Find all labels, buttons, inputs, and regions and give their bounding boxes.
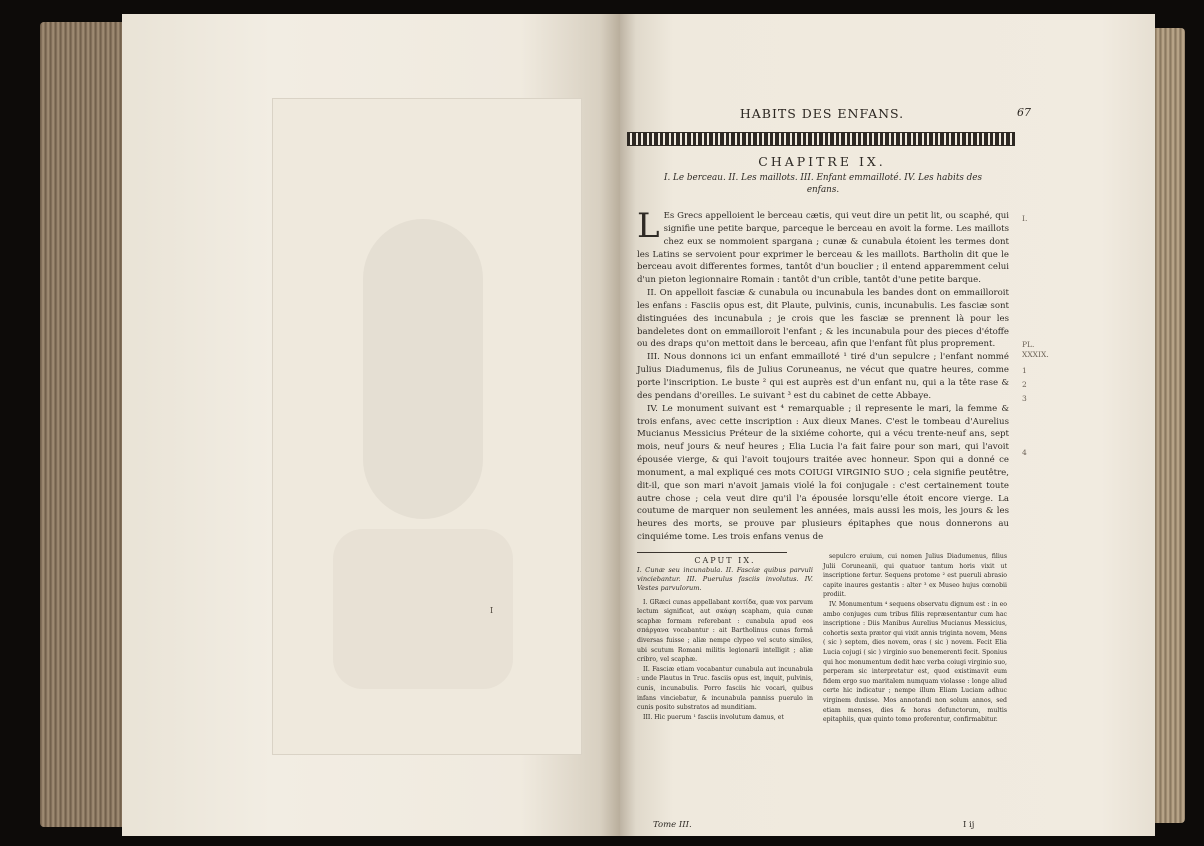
divider-rule — [637, 552, 787, 553]
latin-caput: CAPUT IX. — [694, 556, 756, 565]
margin-note: 2 — [1022, 380, 1027, 389]
running-head: HABITS DES ENFANS. — [739, 106, 905, 121]
plate-figure-ghost — [363, 219, 483, 519]
book-spread — [40, 14, 1185, 836]
latin-column-right — [823, 552, 1007, 725]
margin-note: XXXIX. — [1022, 350, 1049, 359]
page-edges-right — [1155, 28, 1185, 823]
paragraph: III. Hic puerum ¹ fasciis involutum damus, et — [643, 713, 784, 721]
chapter-summary: I. Le berceau. II. Les maillots. III. Enfant emmailloté. IV. Les habits des enfans. — [663, 173, 983, 195]
drop-cap: L — [637, 206, 660, 246]
page-number: 67 — [1017, 106, 1031, 119]
paragraph: I. GRæci cunas appellabant κοιτίδα, quæ vox parvum lectum significat, aut σκάφη scapham, quia cunæ scaphæ formam referebant : cunabula apud eos σπάργανα vocabantur : ait Bartholinus cunas formâ diversas fuisse ; aliæ nempe clypeo vel scuto similes, ubi scutum Romani militis legionarii intelligit ; aliæ cribro, vel scaphæ. — [637, 598, 813, 664]
margin-note: 1 — [1022, 366, 1027, 375]
left-page — [122, 14, 620, 836]
signature-mark: I ij — [963, 820, 975, 830]
margin-note: PL. — [1022, 340, 1035, 349]
paragraph: II. Fasciæ etiam vocabantur cunabula aut incunabula : unde Plautus in Truc. fasciis opus est, inquit, pulvinis, cunis, incunabulis. Porro fasciis hic vocari, quibus infans vinciebatur, & incunabula panniss puerulo in cunis posito substratos ad munditiam. — [637, 665, 813, 712]
margin-note: I. — [1022, 214, 1028, 223]
chapter-title: CHAPITRE IX. — [758, 154, 886, 169]
volume-label: Tome III. — [653, 820, 692, 830]
plate-mark: I — [490, 606, 494, 615]
margin-note: 3 — [1022, 394, 1027, 403]
paragraph: III. Nous donnons ici un enfant emmailloté ¹ tiré d'un sepulcre ; l'enfant nommé Julius Diadumenus, fils de Julius Coruneanus, ne vécut que quatre heures, comme porte l'inscription. Le buste ² qui est auprès est d'un enfant nu, qui a la tête rase & des pendans d'oreilles. Le suivant ³ est du cabinet de cette Abbaye. — [637, 352, 1009, 401]
plate-figure-ghost — [333, 529, 513, 689]
latin-summary: I. Cunæ seu incunabula. II. Fasciæ quibus parvuli vinciebantur. III. Puerulus fasciis involutus. IV. Vestes parvulorum. — [637, 565, 813, 592]
paragraph: IV. Monumentum ⁴ sequens observatu dignum est : in eo ambo conjuges cum tribus filiis repræsentantur cum hac inscriptione : Diis Manibus Aurelius Mucianus Messicius, cohortis sexta prætor qui vixit annis triginta novem, Mens ( sic ) septem, dies novem, oras ( sic ) novem. Fecit Elia Lucia cojugi ( sic ) virginio suo benemerenti fecit. Sponius qui hoc monumentum dedit hæc verba coiugi virginio suo, perperam sic interpretatur est, quod existimavit eum fidem ergo suo maritalem numquam violasse : longe aliud certe hic indicatur ; nempe illum Eliam Luciam adhuc virginem duxisse. Mos annotandi non solum annos, sed etiam menses, dies & horas defunctorum, multis epitaphiis, quæ quinto tomo proferentur, confirmabitur. — [823, 600, 1007, 724]
faded-plate-illustration — [272, 98, 582, 755]
paragraph: II. On appelloit fasciæ & cunabula ou incunabula les bandes dont on emmailloroit les enfans : Fasciis opus est, dit Plaute, pulvinis, cunis, incunabulis. Les fasciæ sont distinguées des incunabula ; je crois que les fasciæ se prennent là pour les bandeletes dont on emmailloroit l'enfant ; & les incunabula pour des pieces d'étoffe ou des draps qu'on mettoit dans le berceau, afin que l'enfant fût plus proprement. — [637, 288, 1009, 350]
latin-column-left — [637, 556, 813, 722]
paragraph: sepulcro eruium, cui nomen Julius Diadumenus, filius Julii Coruneanii, qui quatuor tantum horis vixit ut inscriptione fertur. Sequens protome ² est pueruli abrasio capite inaures gestantis : alter ³ ex Museo hujus cœnobii prodiit. — [823, 553, 1007, 599]
paragraph: L Es Grecs appelloient le berceau cætis, qui veut dire un petit lit, ou scaphé, qui signifie une petite barque, parceque le berceau en avoit la forme. Les maillots chez eux se nommoient spargana ; cunæ & cunabula étoient les termes dont les Latins se servoient pour exprimer le berceau & les maillots. Bartholin dit que le berceau avoit differentes formes, tantôt d'un bouclier ; il entend apparemment celui d'un pieton legionnaire Romain : tantôt d'un crible, tantôt d'une petite barque. — [637, 206, 1009, 286]
page-edges-left — [40, 22, 122, 827]
margin-note: 4 — [1022, 448, 1027, 457]
french-body — [637, 206, 1009, 544]
right-page-text — [637, 14, 1049, 836]
ornament-band — [627, 132, 1015, 146]
paragraph: IV. Le monument suivant est ⁴ remarquable ; il represente le mari, la femme & trois enfans, avec cette inscription : Aux dieux Manes. C'est le tombeau d'Aurelius Mucianus Messicius Préteur de la sixiéme cohorte, qui a vécu trente-neuf ans, sept mois, neuf jours & neuf heures ; Elia Lucia l'a fait faire pour son mari, qui l'avoit épousée vierge, & qui l'avoit toujours traitée avec honneur. Spon qui a donné ce monument, a mal expliqué ces mots COIUGI VIRGINIO SUO ; cela signifie peutêtre, dit-il, que son mari n'avoit jamais violé la foi conjugale : c'est certainement toute autre chose ; cela veut dire qu'il l'a épousée lorsqu'elle étoit encore vierge. La coutume de marquer non seulement les années, mais aussi les mois, les jours & les heures des morts, se prouve par plusieurs épitaphes que nous donnerons au cinquiéme tome. Les trois enfans venus de — [637, 403, 1009, 543]
